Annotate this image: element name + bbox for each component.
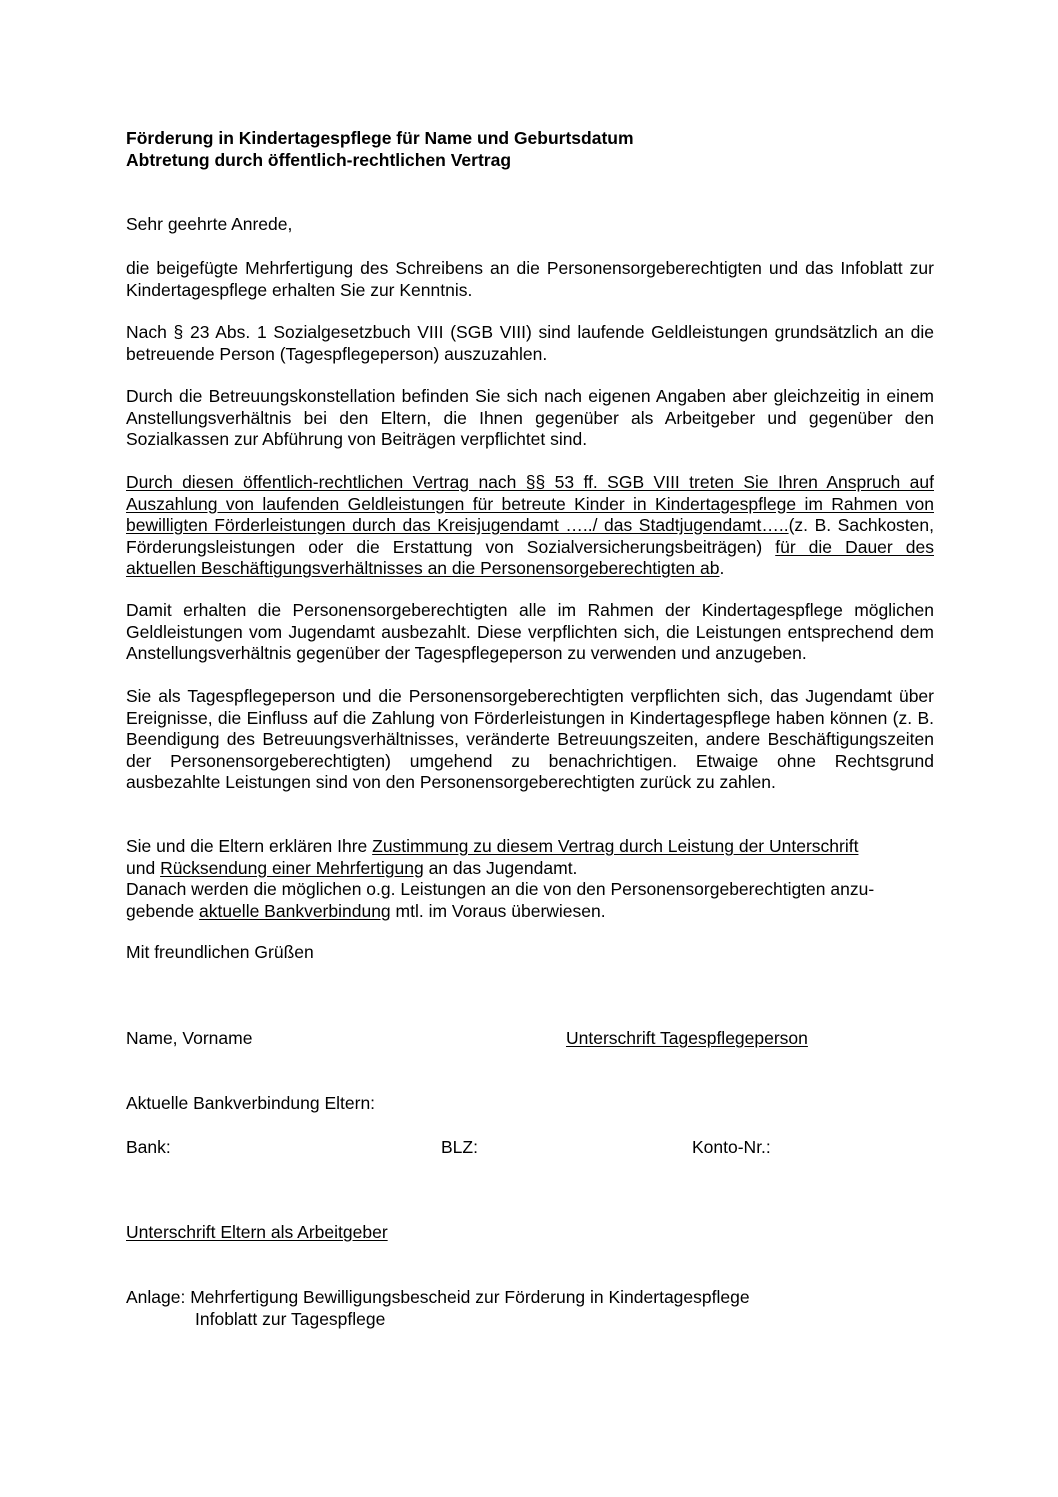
account-number-label: Konto-Nr.: [692,1137,771,1157]
letter-subject [126,128,934,171]
consent-end: an das Jugendamt. [423,857,578,878]
paragraph-7-line-1 [126,836,934,858]
assignment-clause: Durch diesen öffentlich-rechtlichen Vertrag nach §§ 53 ff. SGB VIII treten Sie Ihren Anspruch auf Auszahlung von laufenden Geldleistungen für betreute Kinder in Kindertagespflege im Rahmen von bewilligten Förderleistungen durch das Kreisjugendamt …../ das Stadtjugendamt….. [126,472,934,535]
caregiver-signature-label: Unterschrift Tagespflegeperson [566,1028,808,1048]
paragraph-4-period: . [719,558,725,578]
paragraph-2: Nach § 23 Abs. 1 Sozialgesetzbuch VIII (SGB VIII) sind laufende Geldleistungen grundsätzlich an die betreuende Person (Tagespflegeperson) auszuzahlen. [126,322,934,364]
name-label: Name, Vorname [126,1028,253,1048]
transfer-intro: gebende [126,900,199,921]
return-copy-clause: Rücksendung einer Mehrfertigung [160,857,424,878]
attachment-line-1 [126,1287,750,1309]
attachment-label: Anlage: [126,1287,191,1307]
paragraph-7-line-2 [126,858,934,880]
paragraph-1: die beigefügte Mehrfertigung des Schreibens an die Personensorgeberechtigten und das Infoblatt zur Kindertagespflege erhalten Sie zur Kenntnis. [126,258,934,300]
paragraph-4 [126,472,934,580]
bank-heading: Aktuelle Bankverbindung Eltern: [126,1093,376,1113]
paragraph-3: Durch die Betreuungskonstellation befinden Sie sich nach eigenen Angaben aber gleichzeitig in einem Anstellungsverhältnis bei den Eltern, die Ihnen gegenüber als Arbeitgeber und gegenüber den Sozialkassen zur Abführung von Beiträgen verpflichtet sind. [126,386,934,449]
salutation: Sehr geehrte Anrede, [126,214,293,234]
attachment-item-2: Infoblatt zur Tagespflege [195,1308,386,1329]
transfer-end: mtl. im Voraus überwiesen. [390,900,606,921]
closing: Mit freundlichen Grüßen [126,942,314,962]
subject-line-2: Abtretung durch öffentlich-rechtlichen Vertrag [126,149,512,170]
paragraph-7 [126,836,934,922]
bank-details-clause: aktuelle Bankverbindung [199,900,391,921]
paragraph-8-line-1: Danach werden die möglichen o.g. Leistungen an die von den Personensorgeberechtigten anzu- [126,879,875,899]
consent-clause: Zustimmung zu diesem Vertrag durch Leistung der Unterschrift [372,836,859,856]
consent-intro: Sie und die Eltern erklären Ihre [126,836,373,856]
subject-line-1: Förderung in Kindertagespflege für Name und Geburtsdatum [126,128,634,148]
duration-clause: für die Dauer des aktuellen Beschäftigungsverhältnisses an die Personensorgeberechtigten ab [126,536,934,578]
attachment-item-1: Mehrfertigung Bewilligungsbescheid zur Förderung in Kindertagespflege [190,1287,750,1307]
paragraph-8-line-2 [126,901,934,923]
consent-and: und [126,857,161,878]
bank-label: Bank: [126,1137,171,1157]
blz-label: BLZ: [441,1137,478,1157]
paragraph-6: Sie als Tagespflegeperson und die Personensorgeberechtigten verpflichten sich, das Jugendamt über Ereignisse, die Einfluss auf die Zahlung von Förderleistungen in Kindertagespflege haben können (z. B. Beendigung des Betreuungsverhältnisses, veränderte Betreuungszeiten, andere Beschäftigungszeiten der Personensorgeberechtigten) umgehend zu benachrichtigen. Etwaige ohne Rechtsgrund ausbezahlte Leistungen sind von den Personensorgeberechtigten zurück zu zahlen. [126,686,934,792]
parents-signature-label: Unterschrift Eltern als Arbeitgeber [126,1222,388,1242]
examples-clause: (z. B. Sachkosten, Förderungsleistungen oder die Erstattung von Sozialversicherungsbeiträgen) [126,515,934,557]
attachments [126,1287,750,1330]
paragraph-5: Damit erhalten die Personensorgeberechtigten alle im Rahmen der Kindertagespflege möglichen Geldleistungen vom Jugendamt ausbezahlt. Diese verpflichten sich, die Leistungen entsprechend dem Anstellungsverhältnis gegenüber der Tagespflegeperson zu verwenden und anzugeben. [126,600,934,663]
